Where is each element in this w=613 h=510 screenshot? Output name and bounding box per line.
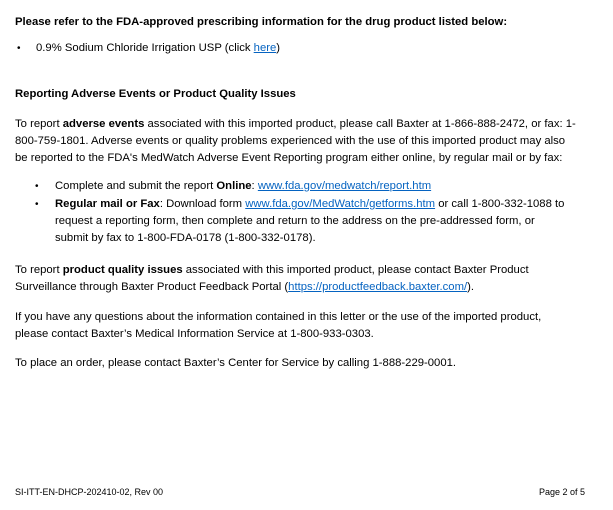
adverse-events-paragraph: To report adverse events associated with this imported product, please call Baxter at 1-866-888-2472, or fax: 1- 800-759-1801. Adverse events or quality problems experienced with the use of this imported product may also be reported to the FDA's MedWatch Adverse Event Reporting program either online, by regular mail or by fax: xyxy=(15,118,576,164)
bullet-icon: • xyxy=(35,199,39,210)
document-id: SI-ITT-EN-DHCP-202410-02, Rev 00 xyxy=(15,487,164,497)
medwatch-report-link[interactable]: www.fda.gov/medwatch/report.htm xyxy=(257,180,432,192)
prescribing-info-heading: Please refer to the FDA-approved prescribing information for the drug product listed below: xyxy=(15,16,508,28)
bullet-icon: • xyxy=(17,43,21,54)
bullet-icon: • xyxy=(35,181,39,192)
medwatch-getforms-link[interactable]: www.fda.gov/MedWatch/getforms.htm xyxy=(245,198,436,210)
quality-issues-paragraph: To report product quality issues associated with this imported product, please contact Baxter Product Surveillance through Baxter Product Feedback Portal (https://productfeedback.baxter.com/). xyxy=(15,264,529,293)
product-name: 0.9% Sodium Chloride Irrigation USP (click xyxy=(36,42,254,54)
page-number: Page 2 of 5 xyxy=(538,487,585,497)
adverse-events-heading: Reporting Adverse Events or Product Quality Issues xyxy=(15,88,296,100)
prescribing-info-link[interactable]: here xyxy=(253,42,277,54)
questions-paragraph: If you have any questions about the information contained in this letter or the use of the imported product, please contact Baxter’s Medical Information Service at 1-800-933-0303. xyxy=(15,311,542,340)
product-feedback-link[interactable]: https://productfeedback.baxter.com/ xyxy=(288,281,468,293)
order-paragraph: To place an order, please contact Baxter’s Center for Service by calling 1-888-229-0001. xyxy=(15,357,457,369)
